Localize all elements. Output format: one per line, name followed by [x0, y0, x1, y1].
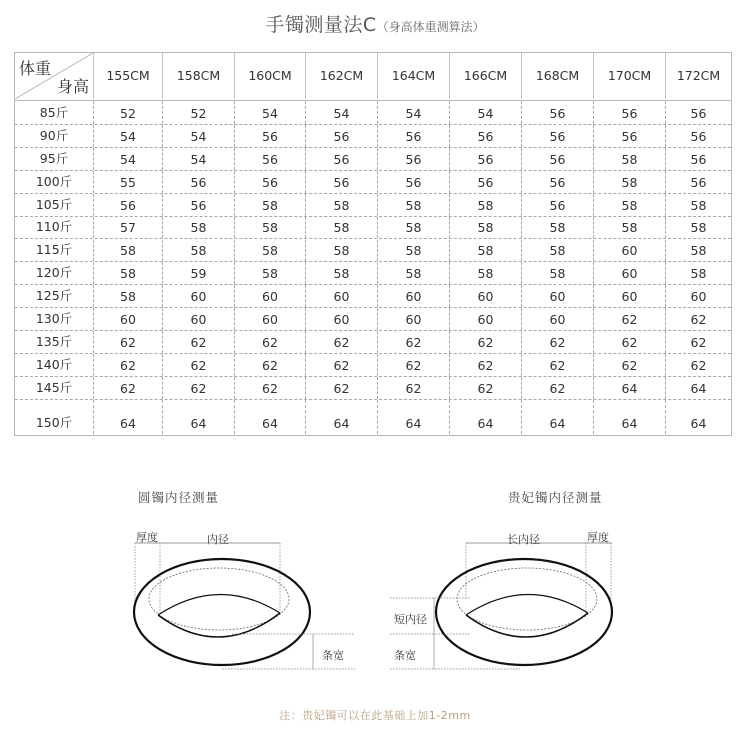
cell-value: 60	[405, 289, 422, 305]
cell-value: 56	[405, 128, 422, 144]
row-label-text: 110斤	[35, 219, 73, 235]
cell-value: 62	[190, 357, 207, 373]
cell-value: 58	[477, 220, 494, 236]
cell-value: 56	[262, 174, 278, 190]
cell-value: 56	[690, 151, 707, 167]
oval-band-width-label: 条宽	[394, 649, 416, 662]
cell-value: 54	[190, 151, 207, 167]
cell-value: 62	[477, 380, 494, 396]
cell-value: 58	[549, 220, 566, 236]
cell-value: 56	[477, 151, 494, 167]
cell-value: 56	[621, 128, 638, 144]
cell-value: 60	[477, 312, 494, 328]
cell-value: 60	[190, 289, 207, 305]
row-label-text: 140斤	[35, 356, 73, 372]
cell-value: 60	[549, 312, 566, 328]
cell-value: 58	[262, 266, 278, 282]
oval-long-inner-label: 长内径	[507, 533, 540, 546]
cell-value: 60	[477, 289, 494, 305]
round-diagram-title: 圆镯内径测量	[138, 490, 220, 505]
cell-value: 64	[477, 415, 494, 431]
cell-value: 62	[190, 334, 207, 350]
cell-value: 58	[405, 220, 422, 236]
cell-value: 62	[621, 334, 638, 350]
cell-value: 59	[190, 266, 207, 282]
cell-value: 64	[333, 415, 350, 431]
cell-value: 62	[690, 334, 707, 350]
cell-value: 56	[333, 151, 350, 167]
cell-value: 56	[405, 151, 422, 167]
cell-value: 58	[621, 174, 638, 190]
row-label-text: 115斤	[35, 242, 73, 258]
cell-value: 56	[690, 106, 707, 121]
cell-value: 56	[190, 174, 207, 190]
cell-value: 62	[333, 334, 350, 350]
cell-value: 62	[120, 357, 136, 373]
cell-value: 62	[549, 380, 566, 396]
cell-value: 60	[621, 289, 638, 305]
cell-value: 62	[333, 380, 350, 396]
cell-value: 56	[690, 128, 707, 144]
cell-value: 60	[120, 312, 136, 328]
cell-value: 60	[333, 289, 350, 305]
row-label-text: 150斤	[35, 414, 73, 430]
cell-value: 56	[120, 197, 136, 213]
cell-value: 62	[690, 312, 707, 328]
cell-value: 57	[120, 220, 136, 236]
column-header: 155CM	[93, 53, 162, 99]
cell-value: 64	[621, 380, 638, 396]
cell-value: 58	[333, 243, 350, 259]
column-header: 164CM	[377, 53, 449, 99]
row-label-text: 100斤	[35, 173, 73, 189]
cell-value: 56	[477, 128, 494, 144]
cell-value: 58	[549, 266, 566, 282]
cell-value: 62	[477, 334, 494, 350]
cell-value: 62	[621, 312, 638, 328]
cell-value: 64	[405, 415, 422, 431]
row-label-text: 90斤	[39, 127, 69, 143]
cell-value: 60	[405, 312, 422, 328]
cell-value: 60	[621, 243, 638, 259]
cell-value: 58	[477, 243, 494, 259]
cell-value: 58	[262, 220, 278, 236]
cell-value: 62	[621, 357, 638, 373]
cell-value: 55	[120, 174, 136, 190]
cell-value: 58	[262, 243, 278, 259]
cell-value: 64	[262, 415, 278, 431]
cell-value: 58	[621, 220, 638, 236]
round-inner-diameter-label: 内径	[207, 533, 229, 546]
cell-value: 56	[190, 197, 207, 213]
weight-label: 体重	[19, 59, 52, 78]
cell-value: 54	[333, 106, 350, 121]
cell-value: 56	[549, 197, 566, 213]
cell-value: 54	[477, 106, 494, 121]
cell-value: 56	[333, 174, 350, 190]
cell-value: 62	[120, 380, 136, 396]
cell-value: 62	[262, 357, 278, 373]
cell-value: 56	[262, 151, 278, 167]
cell-value: 60	[262, 289, 278, 305]
cell-value: 58	[190, 220, 207, 236]
row-label-text: 95斤	[39, 150, 69, 166]
cell-value: 58	[690, 220, 707, 236]
cell-value: 64	[690, 380, 707, 396]
cell-value: 54	[262, 106, 278, 121]
cell-value: 58	[190, 243, 207, 259]
column-header: 166CM	[449, 53, 521, 99]
column-header: 160CM	[234, 53, 305, 99]
cell-value: 56	[549, 106, 566, 121]
cell-value: 58	[549, 243, 566, 259]
round-bracelet-icon	[134, 543, 355, 669]
oval-thickness-label: 厚度	[587, 531, 609, 544]
cell-value: 56	[333, 128, 350, 144]
cell-value: 58	[621, 197, 638, 213]
cell-value: 60	[621, 266, 638, 282]
row-label-text: 135斤	[35, 333, 73, 349]
cell-value: 58	[120, 243, 136, 259]
cell-value: 56	[549, 128, 566, 144]
row-label-text: 130斤	[35, 311, 73, 327]
cell-value: 60	[549, 289, 566, 305]
cell-value: 62	[262, 334, 278, 350]
footnote: 注：贵妃镯可以在此基础上加1-2mm	[279, 709, 471, 722]
cell-value: 58	[333, 197, 350, 213]
cell-value: 60	[690, 289, 707, 305]
column-header: 170CM	[593, 53, 665, 99]
cell-value: 62	[477, 357, 494, 373]
round-thickness-label: 厚度	[136, 531, 158, 544]
cell-value: 56	[549, 174, 566, 190]
cell-value: 62	[262, 380, 278, 396]
cell-value: 58	[690, 197, 707, 213]
cell-value: 56	[262, 128, 278, 144]
cell-value: 60	[190, 312, 207, 328]
cell-value: 64	[120, 415, 136, 431]
cell-value: 54	[120, 151, 136, 167]
cell-value: 62	[690, 357, 707, 373]
cell-value: 62	[190, 380, 207, 396]
cell-value: 58	[333, 266, 350, 282]
cell-value: 58	[120, 289, 136, 305]
cell-value: 58	[477, 197, 494, 213]
cell-value: 54	[190, 128, 207, 144]
column-header: 162CM	[305, 53, 377, 99]
row-label-text: 145斤	[35, 379, 73, 395]
column-header: 158CM	[162, 53, 234, 99]
title-main: 手镯测量法C	[265, 14, 377, 36]
row-label-text: 125斤	[35, 288, 73, 304]
cell-value: 62	[405, 334, 422, 350]
cell-value: 64	[549, 415, 566, 431]
cell-value: 58	[120, 266, 136, 282]
cell-value: 64	[190, 415, 207, 431]
cell-value: 54	[120, 128, 136, 144]
column-header: 168CM	[521, 53, 593, 99]
cell-value: 52	[120, 106, 136, 121]
cell-value: 62	[120, 334, 136, 350]
cell-value: 58	[405, 197, 422, 213]
height-label: 身高	[56, 77, 89, 96]
cell-value: 62	[549, 334, 566, 350]
round-band-width-label: 条宽	[322, 649, 344, 662]
cell-value: 52	[190, 106, 207, 121]
row-label-text: 85斤	[39, 105, 69, 120]
cell-value: 56	[549, 151, 566, 167]
cell-value: 58	[621, 151, 638, 167]
row-label-text: 105斤	[35, 196, 73, 212]
cell-value: 58	[690, 243, 707, 259]
oval-diagram-title: 贵妃镯内径测量	[508, 490, 603, 505]
cell-value: 58	[405, 243, 422, 259]
oval-bracelet-icon	[390, 543, 612, 669]
cell-value: 58	[690, 266, 707, 282]
cell-value: 60	[262, 312, 278, 328]
cell-value: 64	[690, 415, 707, 431]
oval-short-inner-label: 短内径	[394, 613, 427, 626]
cell-value: 64	[621, 415, 638, 431]
cell-value: 54	[405, 106, 422, 121]
cell-value: 56	[690, 174, 707, 190]
cell-value: 62	[405, 380, 422, 396]
cell-value: 58	[262, 197, 278, 213]
cell-value: 58	[405, 266, 422, 282]
title-subtitle: （身高体重测算法）	[376, 20, 485, 34]
cell-value: 60	[333, 312, 350, 328]
cell-value: 62	[549, 357, 566, 373]
row-label-text: 120斤	[35, 265, 73, 281]
cell-value: 56	[621, 106, 638, 121]
cell-value: 56	[477, 174, 494, 190]
cell-value: 62	[333, 357, 350, 373]
cell-value: 62	[405, 357, 422, 373]
cell-value: 58	[477, 266, 494, 282]
cell-value: 58	[333, 220, 350, 236]
cell-value: 56	[405, 174, 422, 190]
column-header: 172CM	[665, 53, 731, 99]
